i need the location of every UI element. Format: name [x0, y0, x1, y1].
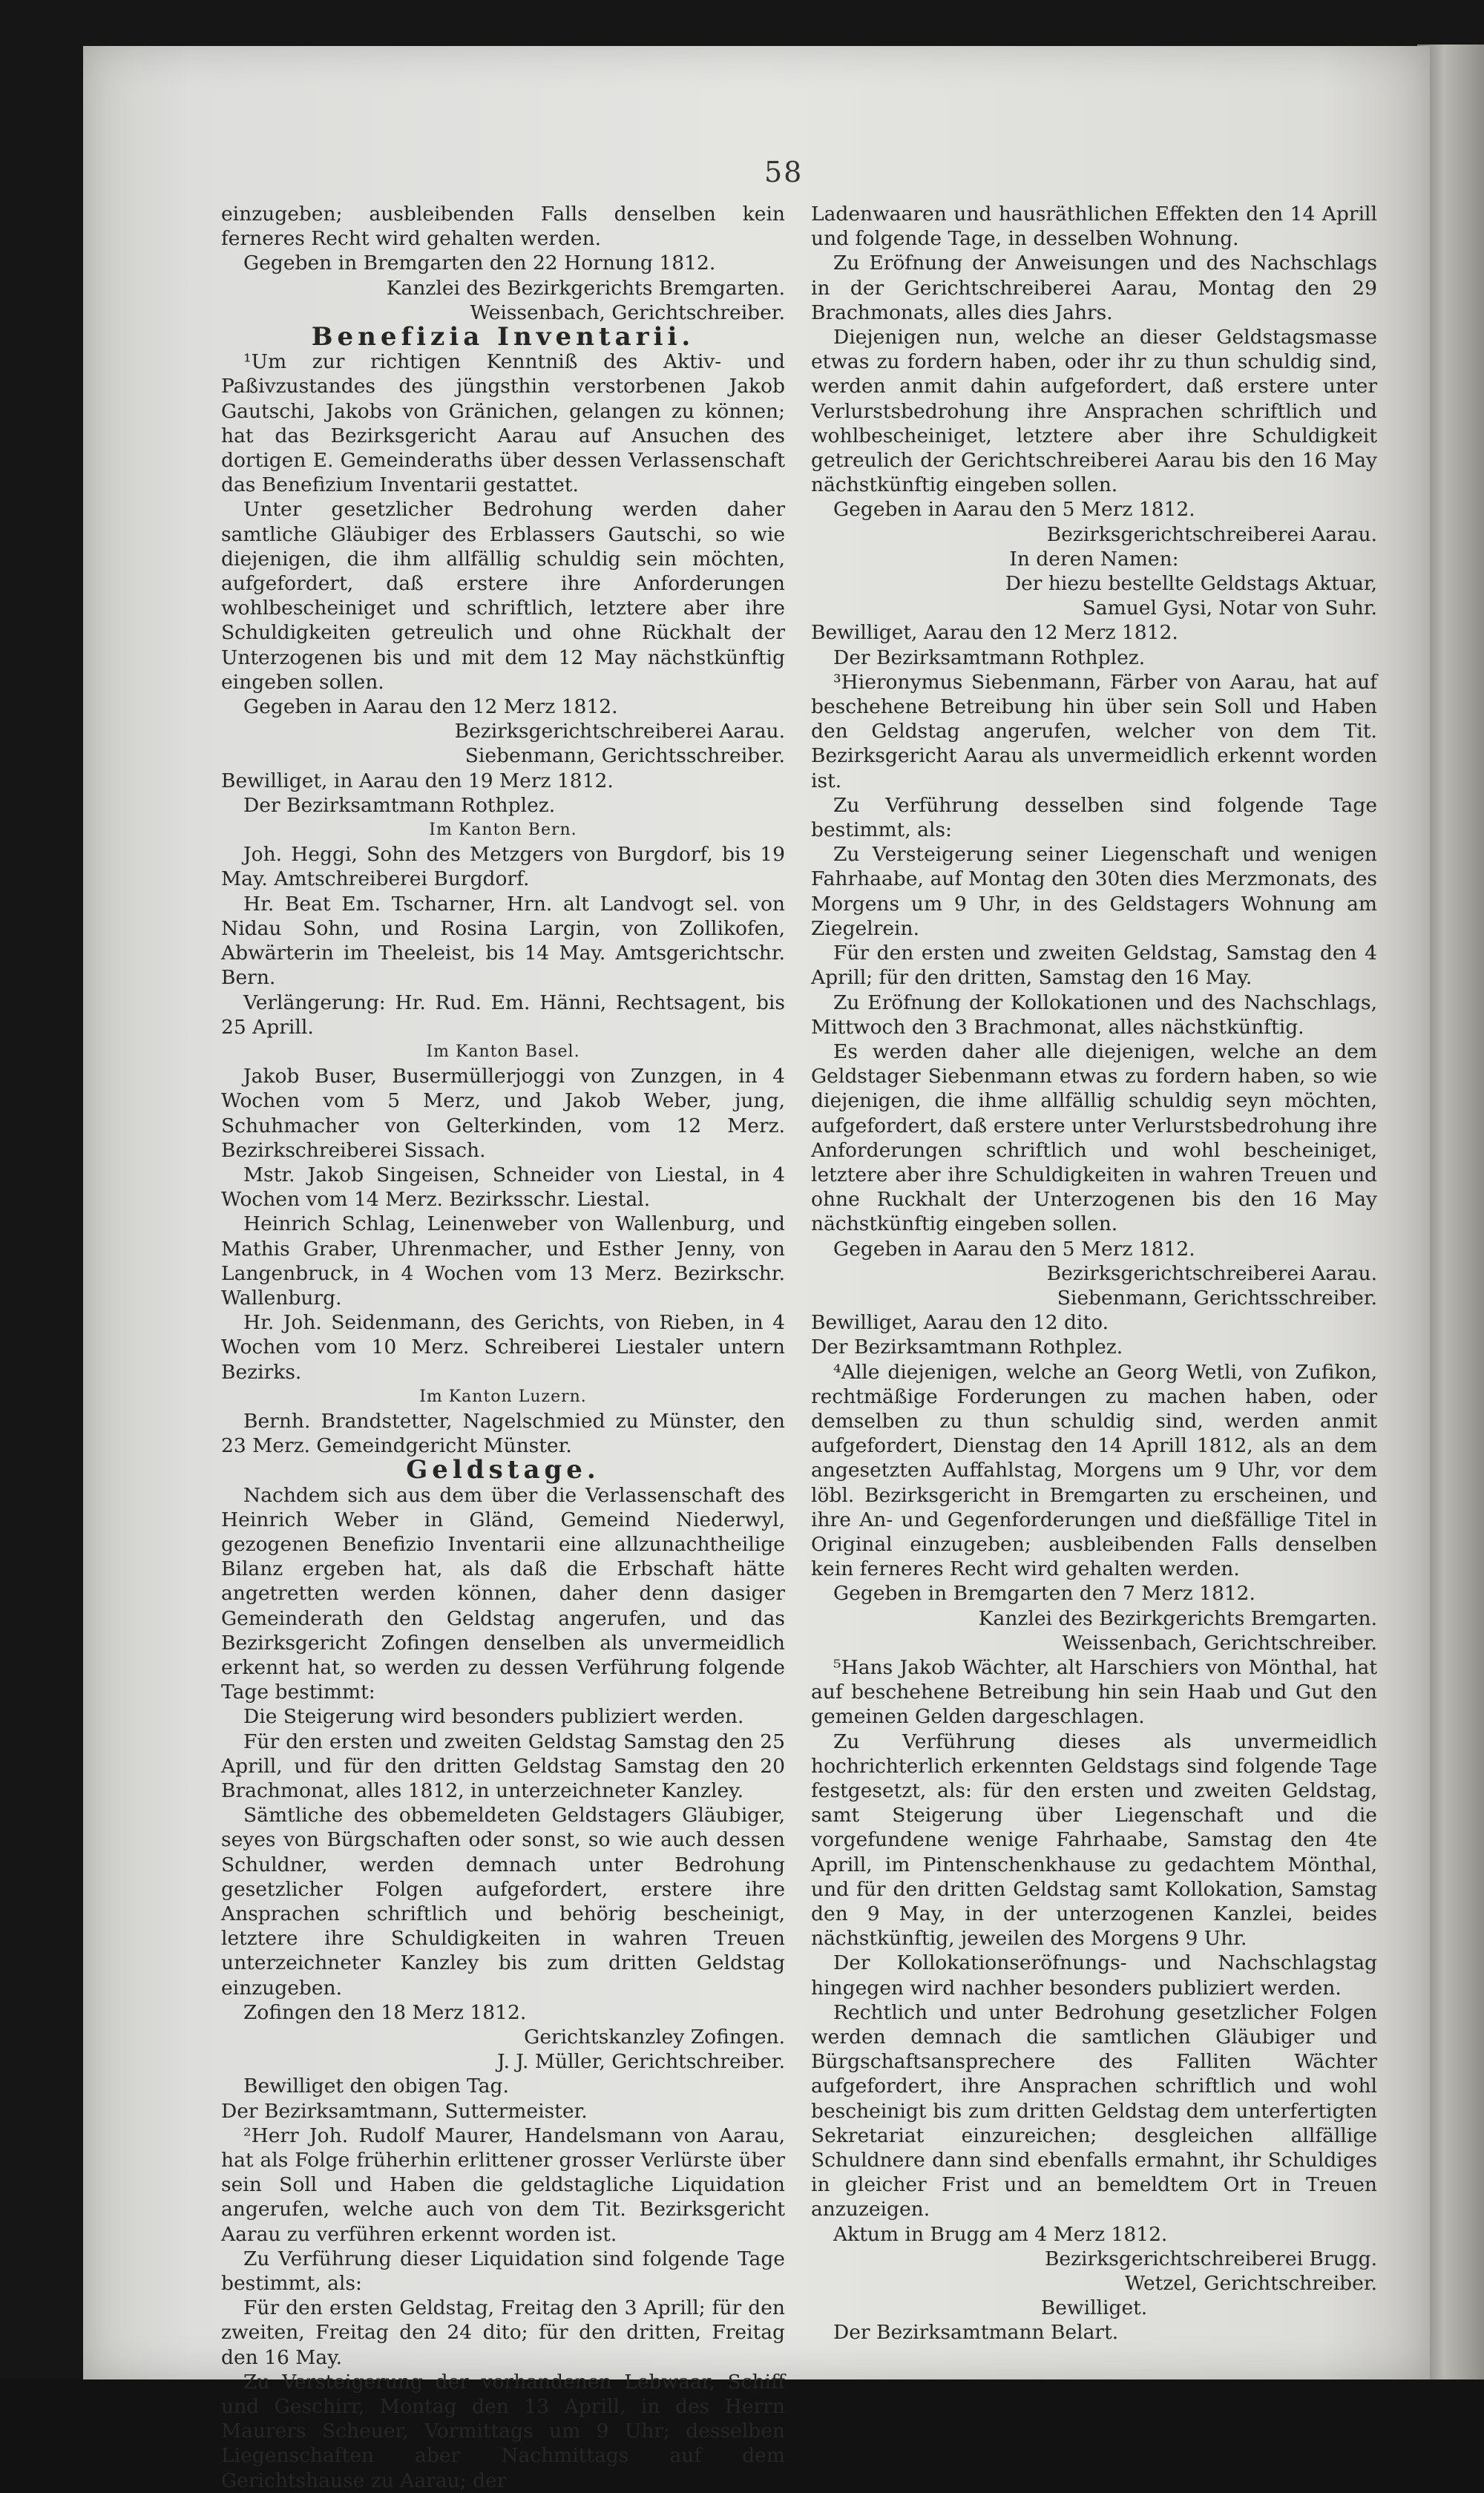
text-paragraph: Zu Verführung dieses als unvermeidlich hochrichterlich erkennten Geldstags sind folgende Tage festgesetzt, als: für den ersten und zweiten Geldstag, samt Steigerung über Liegenschaft und die vorgefundene wenige Fahrhaabe, Samstag den 4te Aprill, im Pintenschenkhause zu gedachtem Mönthal, und für den dritten Geldstag samt Kollokation, Samstag den 9 May, in der unterzogenen Kanzlei, beides nächstkünftig, jeweilen des Morgens 9 Uhr. [811, 1730, 1377, 1951]
text-paragraph: Joh. Heggi, Sohn des Metzgers von Burgdorf, bis 19 May. Amtschreiberei Burgdorf. [221, 843, 785, 891]
text-paragraph: Weissenbach, Gerichtschreiber. [470, 300, 785, 324]
section-heading: Benefizia Inventarii. [311, 322, 695, 352]
canton-subheading: Im Kanton Bern. [429, 821, 577, 840]
text-paragraph: Bewilliget, Aarau den 12 Merz 1812. [811, 621, 1178, 645]
text-paragraph: Der Bezirksamtmann Rothplez. [243, 793, 556, 817]
text-paragraph: Hr. Beat Em. Tscharner, Hrn. alt Landvogt sel. von Nidau Sohn, und Rosina Largin, von Zollikofen, Abwärterin im Theeleist, bis 14 May. Amtsgerichtschr. Bern. [221, 892, 785, 990]
text-paragraph: Nachdem sich aus dem über die Verlassenschaft des Heinrich Weber in Gländ, Gemeind Niederwyl, gezogenen Benefizio Inventarii eine allzunachtheilige Bilanz ergeben hat, als daß die Erbschaft hätte angetretten werden können, daher denn dasiger Gemeinderath den Geldstag angerufen, und das Bezirksgericht Zofingen denselben als unvermeidlich erkennt hat, so werden zu dessen Verführung folgende Tage bestimmt: [221, 1483, 785, 1704]
text-paragraph: Ladenwaaren und hausräthlichen Effekten den 14 Aprill und folgende Tage, in desselben Wohnung. [811, 203, 1377, 251]
text-paragraph: Diejenigen nun, welche an dieser Geldstagsmasse etwas zu fordern haben, oder ihr zu thun schuldig sind, werden anmit dahin aufgefordert, daß erstere unter Verlurstsbedrohung ihre Ansprachen schriftlich und wohlbescheiniget, letztere aber ihre Schuldigkeit getreulich der Gerichtschreiberei Aarau bis den 16 May nächstkünftig eingeben sollen. [811, 326, 1377, 497]
text-paragraph: Sämtliche des obbemeldeten Geldstagers Gläubiger, seyes von Bürgschaften oder sonst, so wie auch dessen Schuldner, werden demnach unter Bedrohung gesetzlicher Folgen aufgefordert, erstere ihre Ansprachen schriftlich und behörig bescheinigt, letztere ihre Schuldigkeiten in wahren Treuen unterzeichneter Kanzley bis zum dritten Geldstag einzugeben. [221, 1804, 785, 2000]
text-paragraph: Rechtlich und unter Bedrohung gesetzlicher Folgen werden demnach die samtlichen Gläubiger und Bürgschaftsansprechere des Falliten Wächter aufgefordert, ihre Ansprachen schriftlich und wohl bescheinigt bis zum dritten Geldstag dem unterfertigten Sekretariat einzureichen; desgleichen allfällige Schuldnere dann sind ebenfalls ermahnt, ihr Schuldiges in gleicher Frist und an bemeldtem Ort in Treuen anzuzeigen. [811, 2000, 1377, 2221]
text-paragraph: Für den ersten und zweiten Geldstag, Samstag den 4 Aprill; für den dritten, Samstag den 16 May. [811, 942, 1377, 990]
text-paragraph: Zu Versteigerung seiner Liegenschaft und wenigen Fahrhaabe, auf Montag den 30ten dies Merzmonats, des Morgens um 9 Uhr, in des Geldstagers Wohnung am Ziegelrein. [811, 843, 1377, 940]
text-paragraph: Bezirksgerichtschreiberei Aarau. [1046, 522, 1377, 546]
text-paragraph: Die Steigerung wird besonders publiziert werden. [243, 1705, 744, 1729]
text-paragraph: Gegeben in Aarau den 5 Merz 1812. [833, 1237, 1195, 1261]
text-paragraph: Samuel Gysi, Notar von Suhr. [1082, 597, 1377, 620]
text-paragraph: Gegeben in Aarau den 5 Merz 1812. [833, 498, 1195, 522]
text-paragraph: Gegeben in Aarau den 12 Merz 1812. [243, 695, 618, 719]
text-paragraph: Bezirksgerichtschreiberei Brugg. [1044, 2247, 1377, 2270]
text-paragraph: Kanzlei des Bezirkgerichts Bremgarten. [386, 276, 785, 300]
text-paragraph: Zofingen den 18 Merz 1812. [243, 2000, 527, 2024]
text-paragraph: Mstr. Jakob Singeisen, Schneider von Liestal, in 4 Wochen vom 14 Merz. Bezirksschr. Liestal. [221, 1163, 785, 1212]
text-paragraph: ⁵Hans Jakob Wächter, alt Harschiers von Mönthal, hat auf beschehene Betreibung hin sein Haab und Gut den gemeinen Gelden dargeschlagen. [811, 1655, 1377, 1729]
text-paragraph: Zu Versteigerung der vorhandenen Lebwaar, Schiff und Geschirr, Montag den 13 Aprill, in des Herrn Maurers Scheuer, Vormittags um 9 Uhr; desselben Liegenschaften aber Nachmittags auf dem Gerichtshause zu Aarau; der [221, 2370, 785, 2492]
text-paragraph: Zu Verführung dieser Liquidation sind folgende Tage bestimmt, als: [221, 2247, 785, 2296]
text-paragraph: Gegeben in Bremgarten den 7 Merz 1812. [833, 1582, 1255, 1606]
left-column [221, 202, 785, 2493]
text-paragraph: Der Bezirksamtmann, Suttermeister. [221, 2099, 588, 2123]
page-number: 58 [764, 156, 804, 188]
text-paragraph: Heinrich Schlag, Leinenweber von Wallenburg, und Mathis Graber, Uhrenmacher, und Esther Jenny, von Langenbruck, in 4 Wochen vom 13 Merz. Bezirkschr. Wallenburg. [221, 1212, 785, 1310]
text-paragraph: Aktum in Brugg am 4 Merz 1812. [833, 2222, 1168, 2246]
text-paragraph: Hr. Joh. Seidenmann, des Gerichts, von Rieben, in 4 Wochen vom 10 Merz. Schreiberei Liestaler untern Bezirks. [221, 1311, 785, 1384]
text-paragraph: Bezirksgerichtschreiberei Aarau. [1046, 1261, 1377, 1285]
text-paragraph: Verlängerung: Hr. Rud. Em. Hänni, Rechtsagent, bis 25 Aprill. [221, 991, 785, 1039]
right-column [811, 202, 1377, 2345]
text-paragraph: ¹Um zur richtigen Kenntniß des Aktiv- und Paßivzustandes des jüngsthin verstorbenen Jakob Gautschi, Jakobs von Gränichen, gelangen zu können; hat das Bezirksgericht Aarau auf Ansuchen des dortigen E. Gemeinderaths über dessen Verlassenschaft das Benefizium Inventarii gestattet. [221, 350, 785, 497]
text-paragraph: Der hiezu bestellte Geldstags Aktuar, [1005, 572, 1377, 596]
text-paragraph: Zu Verführung desselben sind folgende Tage bestimmt, als: [811, 793, 1377, 842]
text-paragraph: Der Kollokationseröfnungs- und Nachschlagstag hingegen wird nachher besonders publiziert werden. [811, 1951, 1377, 2000]
text-paragraph: Bernh. Brandstetter, Nagelschmied zu Münster, den 23 Merz. Gemeindgericht Münster. [221, 1409, 785, 1458]
text-paragraph: Für den ersten Geldstag, Freitag den 3 Aprill; für den zweiten, Freitag den 24 dito; für den dritten, Freitag den 16 May. [221, 2296, 785, 2369]
text-paragraph: Der Bezirksamtmann Rothplez. [811, 1336, 1123, 1359]
text-paragraph: Bewilliget den obigen Tag. [243, 2075, 509, 2098]
text-paragraph: Es werden daher alle diejenigen, welche an dem Geldstager Siebenmann etwas zu fordern haben, so wie diejenigen, die ihme allfällig schuldig seyn möchten, aufgefordert, daß erstere unter Verlurstsbedrohung ihre Anforderungen schriftlich und wohl bescheiniget, letztere aber ihre Schuldigkeiten in wahren Treuen und ohne Ruckhalt der Unterzogenen bis den 16 May nächstkünftig eingeben sollen. [811, 1039, 1377, 1236]
text-paragraph: Gerichtskanzley Zofingen. [524, 2026, 785, 2049]
text-paragraph: Bewilliget. [1040, 2296, 1148, 2320]
text-paragraph: ³Hieronymus Siebenmann, Färber von Aarau, hat auf beschehene Betreibung hin über sein Soll und Haben den Geldstag angerufen, welcher von dem Tit. Bezirksgericht Aarau als unvermeidlich erkennt worden ist. [811, 670, 1377, 792]
text-paragraph: J. J. Müller, Gerichtschreiber. [497, 2050, 785, 2074]
text-paragraph: Zu Eröfnung der Anweisungen und des Nachschlags in der Gerichtschreiberei Aarau, Montag den 29 Brachmonats, alles dies Jahrs. [811, 252, 1377, 324]
text-paragraph: Für den ersten und zweiten Geldstag Samstag den 25 Aprill, und für den dritten Geldstag Samstag den 20 Brachmonat, alles 1812, in unterzeichneter Kanzley. [221, 1730, 785, 1802]
text-paragraph: Gegeben in Bremgarten den 22 Hornung 1812. [243, 252, 716, 275]
text-paragraph: Unter gesetzlicher Bedrohung werden daher samtliche Gläubiger des Erblassers Gautschi, so wie diejenigen, die ihm allfällig schuldig sein möchten, aufgefordert, daß erstere ihre Anforderungen wohlbescheiniget und schriftlich, letztere aber ihre Schuldigkeiten getreulich und ohne Rückhalt der Unterzogenen bis und mit dem 12 May nächstkünftig eingeben sollen. [221, 498, 785, 694]
canton-subheading: Im Kanton Basel. [426, 1042, 580, 1061]
text-paragraph: Siebenmann, Gerichtsschreiber. [464, 744, 785, 768]
text-paragraph: Jakob Buser, Busermüllerjoggi von Zunzgen, in 4 Wochen vom 5 Merz, und Jakob Weber, jung, Schuhmacher von Gelterkinden, vom 12 Merz. Bezirkschreiberei Sissach. [221, 1065, 785, 1162]
text-paragraph: Bewilliget, Aarau den 12 dito. [811, 1311, 1109, 1335]
text-paragraph: ²Herr Joh. Rudolf Maurer, Handelsmann von Aarau, hat als Folge früherhin erlittener grosser Verlürste über sein Soll und Haben die geldstagliche Liquidation angerufen, welche auch von dem Tit. Bezirksgericht Aarau zu verführen erkennt worden ist. [221, 2124, 785, 2246]
text-paragraph: Der Bezirksamtmann Rothplez. [833, 646, 1146, 669]
section-heading: Geldstage. [406, 1455, 600, 1485]
text-paragraph: Kanzlei des Bezirkgerichts Bremgarten. [978, 1606, 1377, 1630]
text-paragraph: Weissenbach, Gerichtschreiber. [1062, 1631, 1377, 1655]
text-paragraph: Wetzel, Gerichtschreiber. [1124, 2272, 1377, 2296]
text-paragraph: Bezirksgerichtschreiberei Aarau. [454, 720, 785, 743]
text-paragraph: Zu Eröfnung der Kollokationen und des Nachschlags, Mittwoch den 3 Brachmonat, alles nächstkünftig. [811, 991, 1377, 1039]
canton-subheading: Im Kanton Luzern. [419, 1387, 587, 1406]
text-paragraph: Siebenmann, Gerichtsschreiber. [1057, 1286, 1377, 1310]
text-paragraph: Bewilliget, in Aarau den 19 Merz 1812. [221, 769, 614, 792]
text-paragraph: einzugeben; ausbleibenden Falls denselben kein ferneres Recht wird gehalten werden. [221, 203, 785, 251]
text-paragraph: ⁴Alle diejenigen, welche an Georg Wetli, von Zufikon, rechtmäßige Forderungen zu machen haben, oder demselben zu thun schuldig sind, werden anmit aufgefordert, Dienstag den 14 Aprill 1812, als an dem angesetzten Auffahlstag, Morgens um 9 Uhr, vor dem löbl. Bezirksgericht in Bremgarten zu erscheinen, und ihre An- und Gegenforderungen und dießfällige Titel in Original einzugeben; ausbleibenden Falls denselben kein ferneres Recht wird gehalten werden. [811, 1360, 1377, 1581]
text-paragraph: In deren Namen: [1009, 547, 1179, 571]
text-paragraph: Der Bezirksamtmann Belart. [833, 2321, 1119, 2345]
